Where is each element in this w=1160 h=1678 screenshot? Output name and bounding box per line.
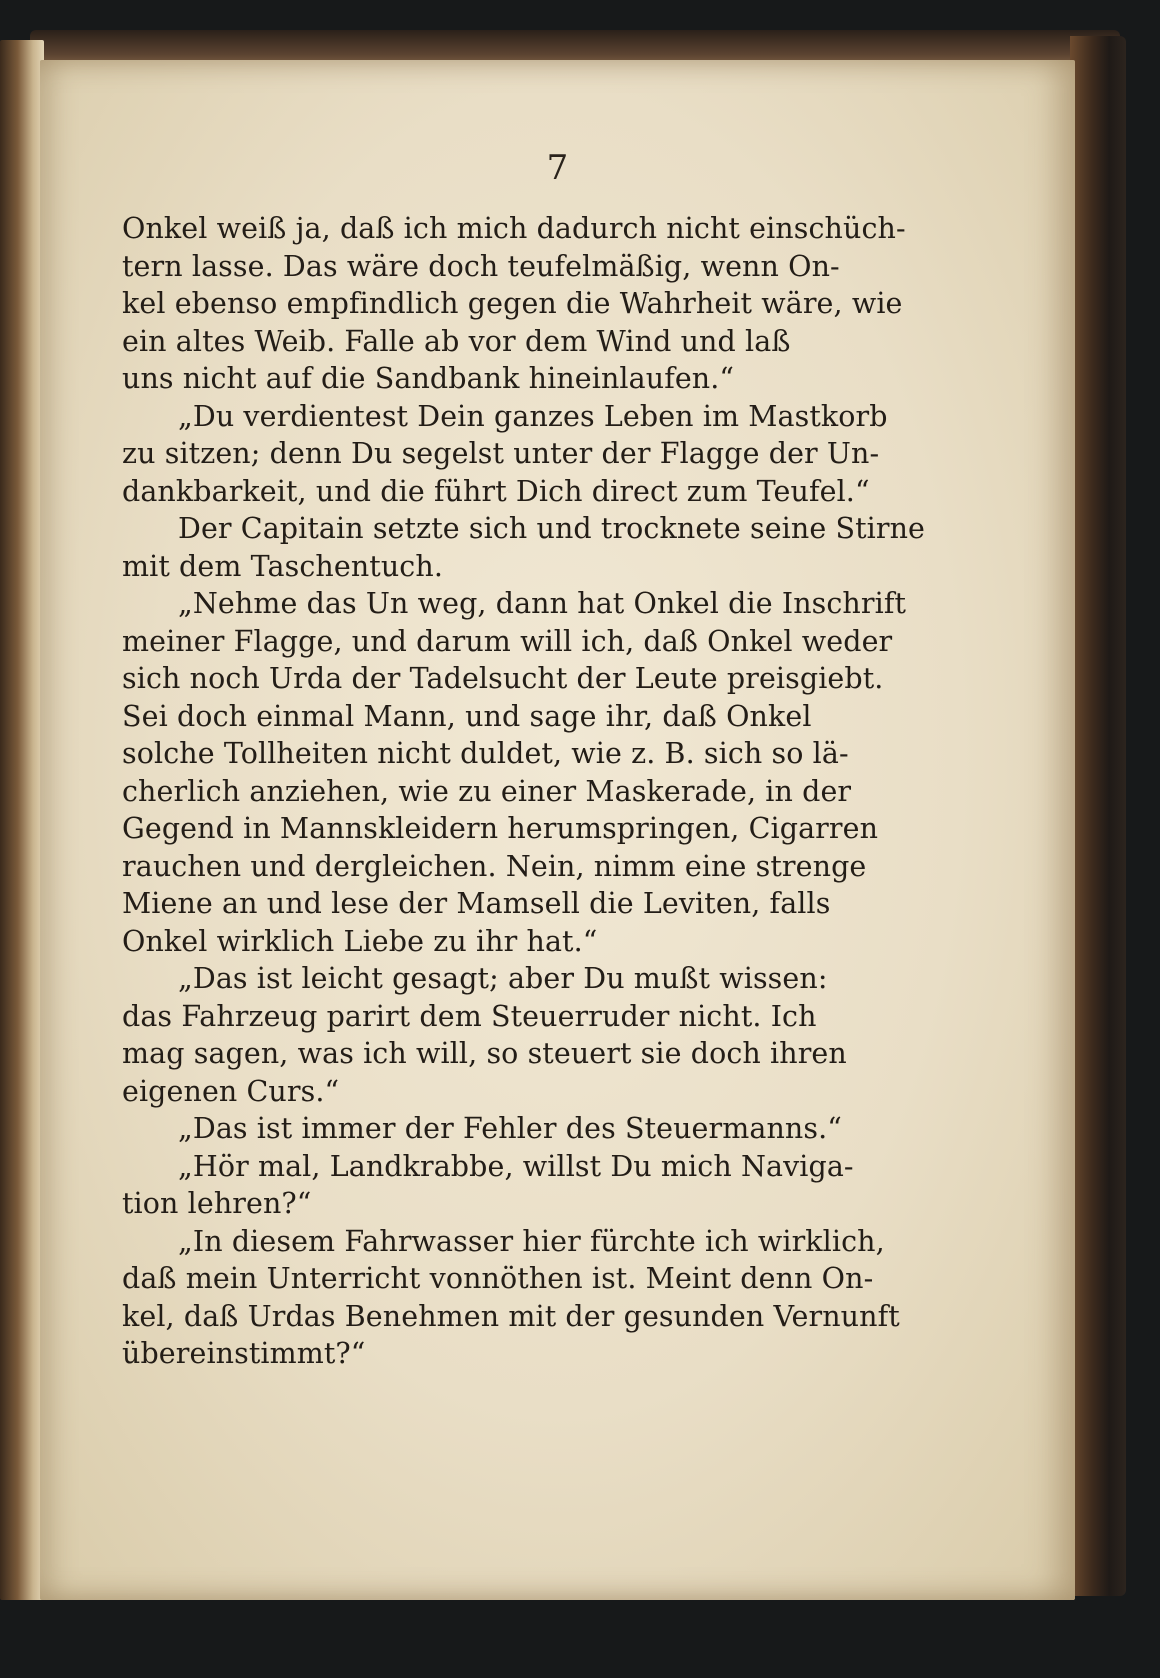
text-line: dankbarkeit, und die führt Dich direct zum Teufel.“ <box>122 474 870 508</box>
text-line: Der Capitain setzte sich und trocknete seine Stirne <box>178 512 925 545</box>
text-line: das Fahrzeug parirt dem Steuerruder nicht. Ich <box>122 999 817 1033</box>
text-line: ein altes Weib. Falle ab vor dem Wind und laß <box>122 324 791 358</box>
text-line: übereinstimmt?“ <box>122 1337 366 1370</box>
text-line: daß mein Unterricht vonnöthen ist. Meint denn On- <box>122 1262 874 1295</box>
text-line: Miene an und lese der Mamsell die Leviten, falls <box>122 887 831 920</box>
text-line: cherlich anziehen, wie zu einer Maskerade, in der <box>122 774 852 808</box>
book-page <box>40 60 1075 1600</box>
text-line: „Das ist leicht gesagt; aber Du mußt wissen: <box>178 962 828 995</box>
text-line: solche Tollheiten nicht duldet, wie z. B. sich so lä- <box>122 737 849 770</box>
facing-page-edge <box>0 40 44 1600</box>
text-line: sich noch Urda der Tadelsucht der Leute preisgiebt. <box>122 662 884 695</box>
text-line: „Hör mal, Landkrabbe, willst Du mich Naviga- <box>178 1149 854 1183</box>
text-line: mit dem Taschentuch. <box>122 549 443 583</box>
text-line: „Nehme das Un weg, dann hat Onkel die Inschrift <box>178 587 907 620</box>
page-number: 7 <box>546 148 569 188</box>
text-line: „In diesem Fahrwasser hier fürchte ich wirklich, <box>178 1224 885 1258</box>
text-line: Gegend in Mannskleidern herumspringen, Cigarren <box>122 812 879 845</box>
text-line: rauchen und dergleichen. Nein, nimm eine strenge <box>122 849 867 883</box>
text-line: mag sagen, was ich will, so steuert sie doch ihren <box>122 1037 847 1070</box>
text-line: kel ebenso empfindlich gegen die Wahrheit wäre, wie <box>122 287 903 320</box>
text-line: „Das ist immer der Fehler des Steuermanns.“ <box>178 1112 842 1145</box>
text-line: meiner Flagge, und darum will ich, daß Onkel weder <box>122 624 893 658</box>
text-line: Onkel wirklich Liebe zu ihr hat.“ <box>122 924 598 958</box>
book-cover-edge <box>1070 36 1126 1596</box>
text-line: uns nicht auf die Sandbank hineinlaufen.“ <box>122 362 735 395</box>
text-line: Sei doch einmal Mann, und sage ihr, daß Onkel <box>122 699 812 733</box>
text-line: Onkel weiß ja, daß ich mich dadurch nicht einschüch- <box>122 212 906 245</box>
body-text <box>122 210 990 1373</box>
text-line: zu sitzen; denn Du segelst unter der Flagge der Un- <box>122 437 880 470</box>
text-line: eigenen Curs.“ <box>122 1074 340 1108</box>
text-line: tern lasse. Das wäre doch teufelmäßig, wenn On- <box>122 249 840 283</box>
text-line: „Du verdientest Dein ganzes Leben im Mastkorb <box>178 399 888 433</box>
text-line: kel, daß Urdas Benehmen mit der gesunden Vernunft <box>122 1299 900 1333</box>
text-line: tion lehren?“ <box>122 1187 312 1220</box>
